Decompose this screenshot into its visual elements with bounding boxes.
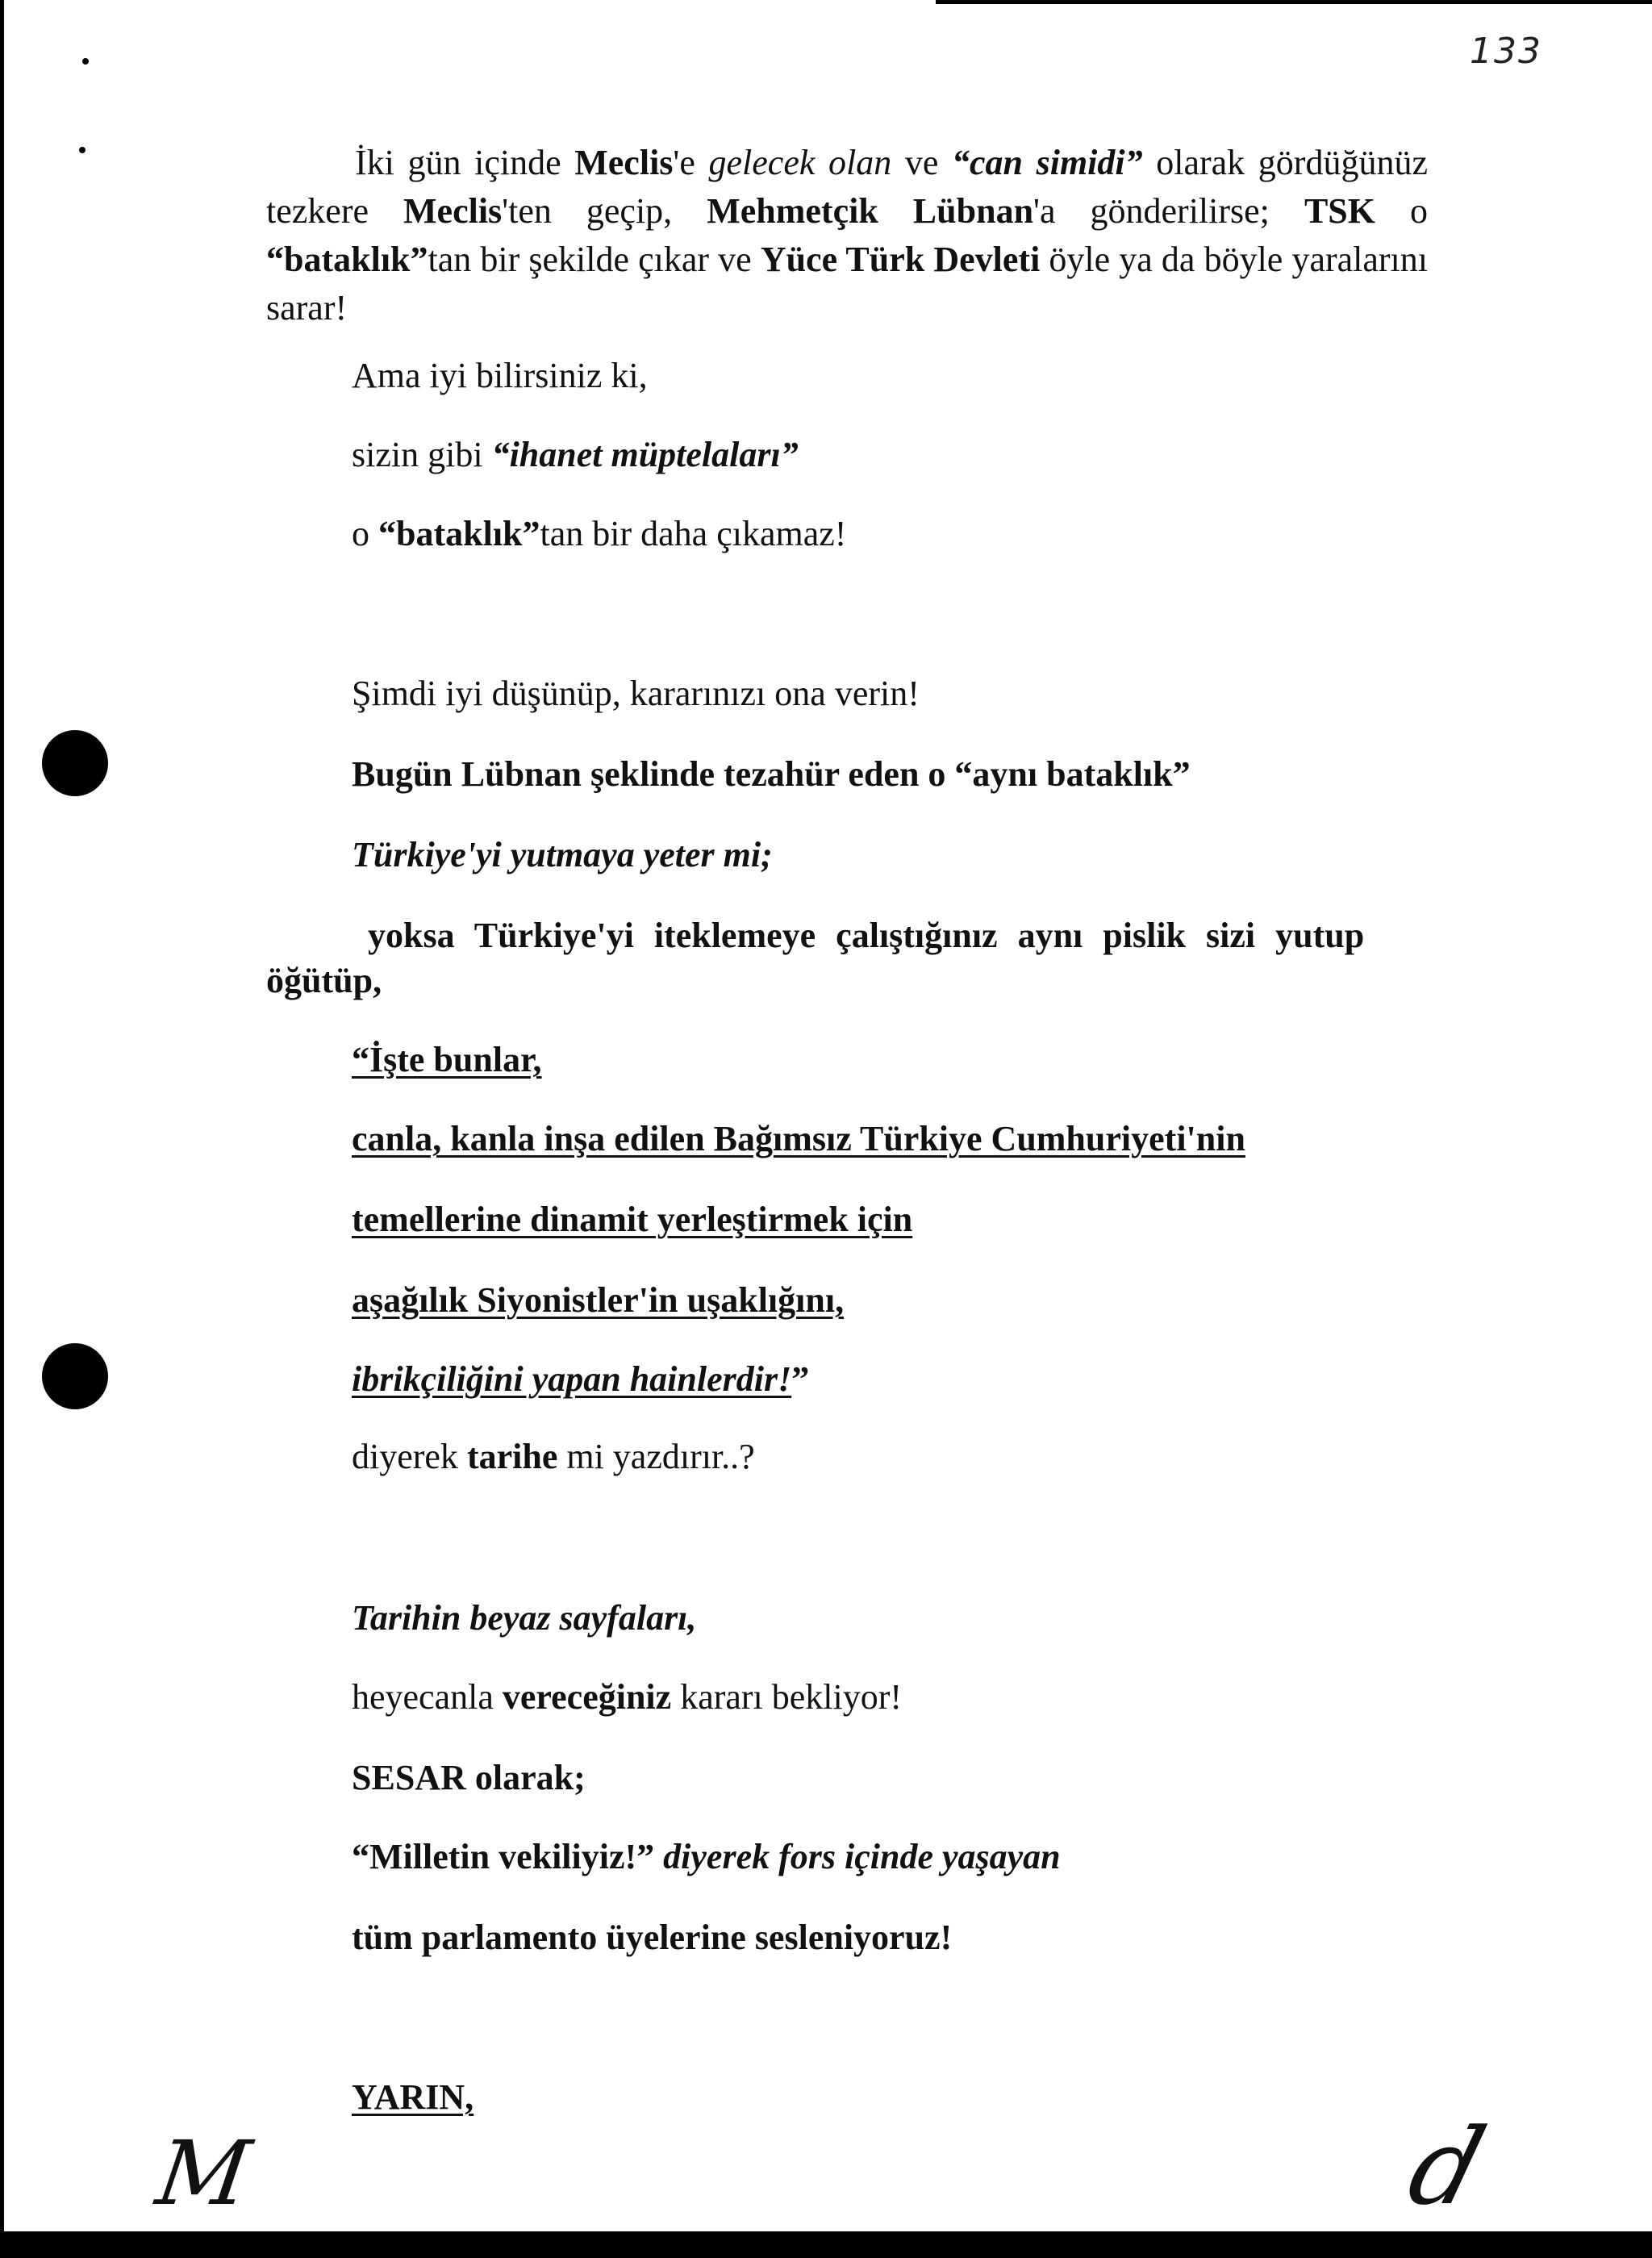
text-run: “bataklık” (266, 240, 428, 279)
initials-right: d (1396, 2106, 1497, 2228)
text-run: TSK (1304, 191, 1375, 231)
text-run: tan bir daha çıkamaz! (540, 514, 847, 553)
text-run: olarak gördüğünüz tezkere (266, 143, 1428, 231)
text-run: gelecek olan (708, 143, 892, 182)
text-run: sizin gibi (352, 435, 492, 474)
scan-top-edge (936, 0, 1652, 4)
text-run: heyecanla (352, 1677, 503, 1717)
text-run: Yüce Türk Devleti (760, 240, 1041, 279)
text-run: “can simidi” (951, 143, 1143, 182)
line-ama: Ama iyi bilirsiniz ki, (352, 356, 648, 395)
text-run: Meclis (403, 191, 503, 231)
text-run: o (1375, 191, 1429, 231)
line-asagilik: aşağılık Siyonistler'in uşaklığını, (352, 1280, 845, 1320)
text-run: “bataklık” (378, 514, 540, 553)
line-yoksa: yoksa Türkiye'yi iteklemeye çalıştığınız aynı pislik sizi yutup (368, 916, 1365, 955)
margin-mark-dot (79, 147, 86, 153)
line-sesar: SESAR olarak; (352, 1758, 586, 1797)
margin-mark-dot (82, 58, 89, 65)
text-run: tan bir şekilde çıkar ve (428, 240, 761, 279)
line-heyecan (352, 1673, 902, 1722)
line-milletin (352, 1833, 1061, 1881)
text-run: o (352, 514, 378, 553)
text-run: öyle ya da böyle yaralarını sarar! (266, 240, 1429, 328)
line-turkiye: Türkiye'yi yutmaya yeter mi; (352, 835, 773, 874)
punch-hole (42, 1343, 108, 1409)
line-ogutup: öğütüp, (266, 961, 382, 1000)
text-run: “Milletin vekiliyiz!” (352, 1837, 655, 1876)
page-number: 133 (1470, 31, 1542, 72)
initials-left: M (151, 2122, 257, 2225)
text-run: tarihe (466, 1437, 558, 1476)
text-run: 'ten geçip, (502, 191, 707, 231)
text-run: ” (791, 1359, 810, 1399)
text-run: Mehmetçik Lübnan (707, 191, 1034, 231)
line-canla: canla, kanla inşa edilen Bağımsız Türkiye Cumhuriyeti'nin (352, 1119, 1245, 1158)
text-run: 'e (673, 143, 709, 182)
line-tarihin: Tarihin beyaz sayfaları, (352, 1598, 697, 1638)
text-run: “ihanet müptelaları” (491, 435, 799, 474)
line-diyerek (352, 1433, 755, 1481)
line-temeller: temellerine dinamit yerleştirmek için (352, 1200, 913, 1239)
text-run: mi yazdırır..? (557, 1437, 755, 1476)
intro-paragraph (266, 139, 1428, 332)
text-run: diyerek (352, 1437, 467, 1476)
line-bataklik (352, 510, 846, 558)
line-simdi: Şimdi iyi düşünüp, kararınızı ona verin! (352, 674, 920, 713)
line-sizin (352, 431, 799, 479)
text-run: kararı bekliyor! (671, 1677, 903, 1717)
text-run: vereceğiniz (502, 1677, 672, 1717)
line-bugun: Bugün Lübnan şeklinde tezahür eden o “aynı bataklık” (352, 754, 1191, 794)
scan-bottom-edge (0, 2231, 1652, 2258)
line-ibrik (352, 1355, 809, 1404)
text-run: 'a gönderilirse; (1033, 191, 1304, 231)
scan-left-edge (0, 0, 4, 2258)
text-run: ibrikçiliğini yapan hainlerdir! (352, 1359, 792, 1399)
text-run: diyerek fors içinde yaşayan (654, 1837, 1061, 1876)
text-run: İki gün içinde (355, 143, 575, 182)
text-run: ve (891, 143, 952, 182)
line-yarin: YARIN, (352, 2077, 474, 2117)
text-run: Meclis (574, 143, 674, 182)
line-iste: “İşte bunlar, (352, 1040, 542, 1079)
punch-hole (42, 730, 108, 796)
line-tum: tüm parlamento üyelerine sesleniyoruz! (352, 1918, 953, 1957)
